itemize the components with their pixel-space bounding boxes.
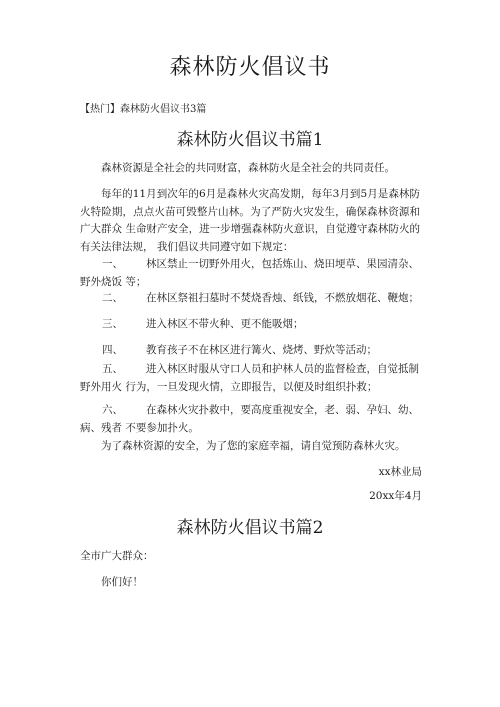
rule-item-2 xyxy=(80,290,420,308)
rule-number: 五、 xyxy=(102,363,123,375)
signer: xx林业局 xyxy=(378,466,422,478)
section-2-greeting: 你们好！ xyxy=(101,576,143,588)
section-1-intro: 森林资源是全社会的共同财富，森林防火是全社会的共同责任。 xyxy=(101,162,395,174)
rule-text: 在森林火灾扑救中，要高度重视安全，老、弱、孕妇、幼、病、残者 不要参加扑火。 xyxy=(80,404,419,434)
section-2-heading: 森林防火倡议书篇2 xyxy=(176,518,324,538)
hot-tag-line: 【热门】森林防火倡议书3篇 xyxy=(80,104,207,115)
section-2-salutation: 全市广大群众： xyxy=(80,550,154,562)
rule-item-3 xyxy=(80,316,420,334)
rule-text: 教育孩子不在林区进行篝火、烧烤、野炊等活动； xyxy=(146,344,377,356)
rule-item-4 xyxy=(80,342,420,360)
rule-item-6 xyxy=(80,402,420,437)
section-1-closing: 为了森林资源的安全，为了您的家庭幸福，请自觉预防森林火灾。 xyxy=(101,440,406,452)
section-1-heading: 森林防火倡议书篇1 xyxy=(176,130,324,150)
rule-number: 二、 xyxy=(102,292,123,304)
rule-item-5 xyxy=(80,361,420,396)
rule-text: 林区禁止一切野外用火，包括炼山、烧田埂草、果园清杂、野外烧饭 等； xyxy=(80,258,419,288)
rule-number: 四、 xyxy=(102,344,123,356)
section-1-paragraph-2: 每年的11月到次年的6月是森林火灾高发期，每年3月到5月是森林防 火特险期，点点火苗可毁整片山林。为了严防火灾发生，确保森林资源和广大群众 生命财产安全，进一步增强森林防火意识，自觉遵守森林防火的有关法律法规， 我们倡议共同遵守如下规定： xyxy=(80,188,420,253)
rule-number: 一、 xyxy=(102,258,123,270)
rule-text: 进入林区时服从守口人员和护林人员的监督检查，自觉抵制野外用火 行为，一旦发现火情，立即报告，以便及时组织扑救； xyxy=(80,363,419,393)
rule-number: 六、 xyxy=(102,404,123,416)
date: 20xx年4月 xyxy=(369,490,422,502)
rule-number: 三、 xyxy=(102,318,123,330)
rule-item-1 xyxy=(80,256,420,291)
rule-text: 在林区祭祖扫墓时不焚烧香烛、纸钱，不燃放烟花、鞭炮； xyxy=(146,292,419,304)
rule-text: 进入林区不带火种、更不能吸烟； xyxy=(146,318,304,330)
document-title: 森林防火倡议书 xyxy=(169,55,331,80)
